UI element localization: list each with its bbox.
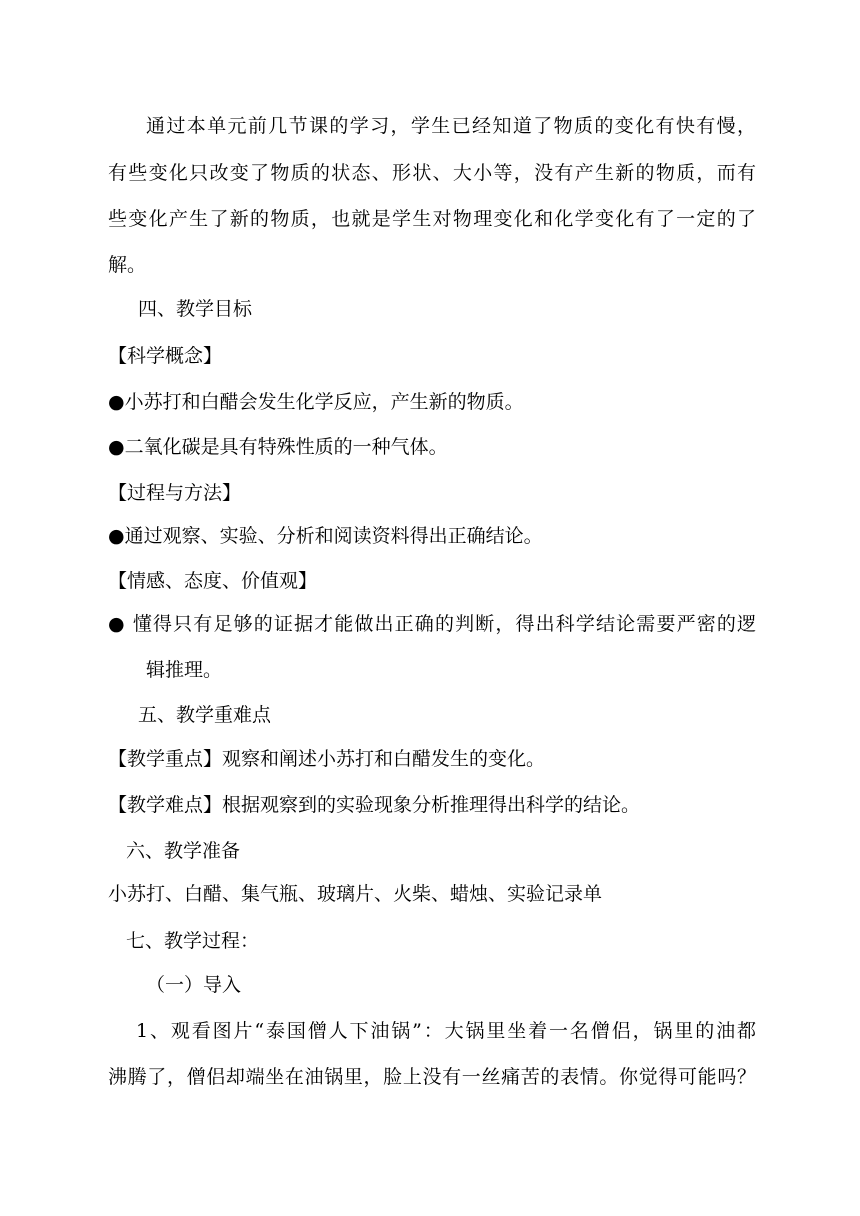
process-item-1: ●通过观察、实验、分析和阅读资料得出正确结论。 bbox=[108, 525, 543, 547]
section6-heading: 六、教学准备 bbox=[126, 840, 241, 862]
key-point: 【教学重点】观察和阐述小苏打和白醋发生的变化。 bbox=[108, 748, 546, 770]
concept-item-2: ●二氧化碳是具有特殊性质的一种气体。 bbox=[108, 436, 448, 458]
intro-line-1: 通过本单元前几节课的学习，学生已经知道了物质的变化有快有慢， bbox=[146, 115, 756, 137]
intro-line-2: 有些变化只改变了物质的状态、形状、大小等，没有产生新的物质，而有 bbox=[108, 162, 756, 184]
section4-heading: 四、教学目标 bbox=[138, 298, 253, 320]
attitude-item-line-2: 辑推理。 bbox=[146, 659, 223, 681]
section7-para-line-1: 1、观看图片“泰国僧人下油锅”：大锅里坐着一名僧侣，锅里的油都 bbox=[136, 1020, 756, 1042]
difficult-point: 【教学难点】根据观察到的实验现象分析推理得出科学的结论。 bbox=[108, 794, 641, 816]
section7-para-line-2: 沸腾了，僧侣却端坐在油锅里，脸上没有一丝痛苦的表情。你觉得可能吗？ bbox=[108, 1066, 756, 1088]
intro-line-3: 些变化产生了新的物质，也就是学生对物理变化和化学变化有了一定的了 bbox=[108, 208, 756, 230]
concept-item-1: ●小苏打和白醋会发生化学反应，产生新的物质。 bbox=[108, 391, 524, 413]
intro-line-4: 解。 bbox=[108, 254, 147, 276]
section5-heading: 五、教学重难点 bbox=[138, 704, 272, 726]
attitude-label: 【情感、态度、价值观】 bbox=[108, 570, 318, 592]
section7-sub1: （一）导入 bbox=[146, 974, 242, 996]
materials: 小苏打、白醋、集气瓶、玻璃片、火柴、蜡烛、实验记录单 bbox=[108, 883, 603, 905]
process-label: 【过程与方法】 bbox=[108, 482, 242, 504]
attitude-item-line-1: ● 懂得只有足够的证据才能做出正确的判断，得出科学结论需要严密的逻 bbox=[108, 613, 756, 635]
concept-label: 【科学概念】 bbox=[108, 345, 223, 367]
section7-heading: 七、教学过程： bbox=[126, 930, 260, 952]
